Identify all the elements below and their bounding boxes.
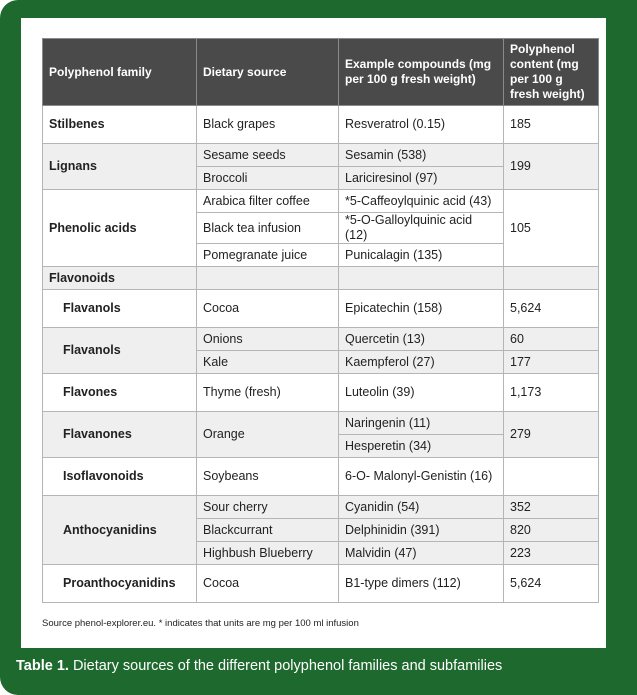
source-cell: [197, 267, 339, 290]
family-cell: Lignans: [43, 144, 197, 190]
polyphenol-table: [42, 38, 599, 603]
compound-cell: Hesperetin (34): [339, 435, 504, 458]
source-cell: Orange: [197, 412, 339, 458]
content-cell: 223: [504, 542, 599, 565]
content-cell: 177: [504, 351, 599, 374]
content-cell: 199: [504, 144, 599, 190]
header-family: Polyphenol family: [43, 39, 197, 106]
table-row: [43, 565, 599, 603]
table-row: [43, 290, 599, 328]
source-cell: Highbush Blueberry: [197, 542, 339, 565]
source-cell: Thyme (fresh): [197, 374, 339, 412]
source-cell: Cocoa: [197, 290, 339, 328]
source-cell: Black grapes: [197, 106, 339, 144]
compound-cell: Cyanidin (54): [339, 496, 504, 519]
source-cell: Broccoli: [197, 167, 339, 190]
family-cell: Flavonoids: [43, 267, 197, 290]
source-cell: Blackcurrant: [197, 519, 339, 542]
content-cell: 820: [504, 519, 599, 542]
source-cell: Kale: [197, 351, 339, 374]
compound-cell: Quercetin (13): [339, 328, 504, 351]
table-row: [43, 267, 599, 290]
source-cell: Onions: [197, 328, 339, 351]
compound-cell: *5-Caffeoylquinic acid (43): [339, 190, 504, 213]
content-cell: 5,624: [504, 565, 599, 603]
source-cell: Pomegranate juice: [197, 244, 339, 267]
content-cell: 352: [504, 496, 599, 519]
table-row: [43, 496, 599, 519]
compound-cell: Delphinidin (391): [339, 519, 504, 542]
compound-cell: Luteolin (39): [339, 374, 504, 412]
compound-cell: Epicatechin (158): [339, 290, 504, 328]
source-cell: Cocoa: [197, 565, 339, 603]
table-row: [43, 412, 599, 435]
content-cell: 60: [504, 328, 599, 351]
source-cell: Soybeans: [197, 458, 339, 496]
content-cell: 5,624: [504, 290, 599, 328]
compound-cell: *5-O-Galloylquinic acid (12): [339, 213, 504, 244]
compound-cell: Punicalagin (135): [339, 244, 504, 267]
subfamily-cell: Flavanols: [43, 290, 197, 328]
compound-cell: Kaempferol (27): [339, 351, 504, 374]
table-caption: [16, 658, 502, 674]
header-polyphenol-content: Polyphenol content (mg per 100 g fresh weight): [504, 39, 599, 106]
subfamily-cell: Proanthocyanidins: [43, 565, 197, 603]
compound-cell: Malvidin (47): [339, 542, 504, 565]
table-panel: [21, 18, 606, 648]
subfamily-cell: Isoflavonoids: [43, 458, 197, 496]
subfamily-cell: Anthocyanidins: [43, 496, 197, 565]
content-cell: [504, 458, 599, 496]
compound-cell: Sesamin (538): [339, 144, 504, 167]
compound-cell: Lariciresinol (97): [339, 167, 504, 190]
content-cell: 1,173: [504, 374, 599, 412]
caption-label: Table 1.: [16, 658, 69, 674]
source-cell: Sour cherry: [197, 496, 339, 519]
source-cell: Black tea infusion: [197, 213, 339, 244]
family-cell: Phenolic acids: [43, 190, 197, 267]
subfamily-cell: Flavanols: [43, 328, 197, 374]
content-cell: 185: [504, 106, 599, 144]
table-row: [43, 144, 599, 167]
compound-cell: Naringenin (11): [339, 412, 504, 435]
family-cell: Stilbenes: [43, 106, 197, 144]
content-cell: 105: [504, 190, 599, 267]
caption-text: Dietary sources of the different polyphenol families and subfamilies: [72, 658, 503, 674]
table-row: [43, 458, 599, 496]
header-example-compounds: Example compounds (mg per 100 g fresh weight): [339, 39, 504, 106]
header-dietary-source: Dietary source: [197, 39, 339, 106]
compound-cell: [339, 267, 504, 290]
source-note: Source phenol-explorer.eu. * indicates that units are mg per 100 ml infusion: [42, 618, 359, 629]
compound-cell: Resveratrol (0.15): [339, 106, 504, 144]
content-cell: 279: [504, 412, 599, 458]
subfamily-cell: Flavanones: [43, 412, 197, 458]
table-header-row: [43, 39, 599, 106]
content-cell: [504, 267, 599, 290]
subfamily-cell: Flavones: [43, 374, 197, 412]
table-row: [43, 106, 599, 144]
source-cell: Arabica filter coffee: [197, 190, 339, 213]
table-row: [43, 328, 599, 351]
compound-cell: 6-O- Malonyl-Genistin (16): [339, 458, 504, 496]
compound-cell: B1-type dimers (112): [339, 565, 504, 603]
table-row: [43, 374, 599, 412]
source-cell: Sesame seeds: [197, 144, 339, 167]
table-row: [43, 190, 599, 213]
